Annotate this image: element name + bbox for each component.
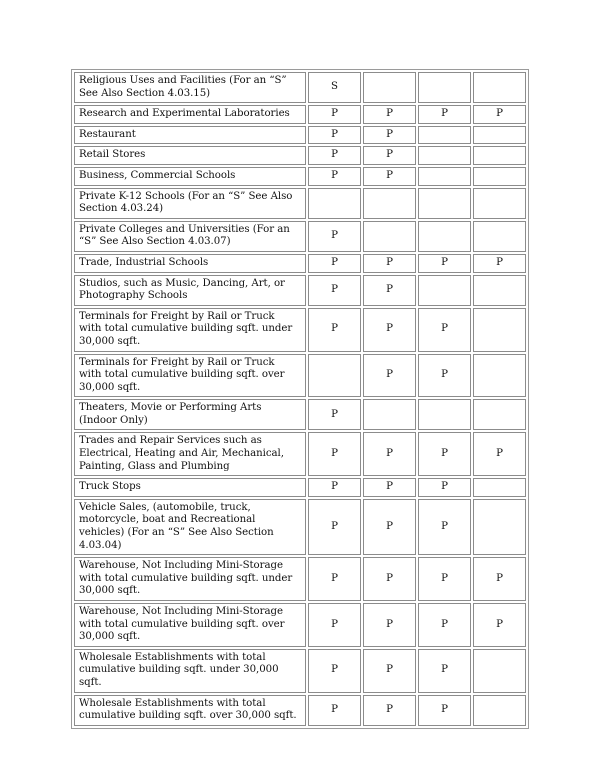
table-row <box>74 557 526 601</box>
district-cell: P <box>363 126 416 145</box>
use-cell: Warehouse, Not Including Mini-Storage with total cumulative building sqft. over 30,000 sqft. <box>74 603 306 647</box>
use-cell: Retail Stores <box>74 146 306 165</box>
district-cell <box>473 188 526 219</box>
district-cell <box>418 126 471 145</box>
district-cell: P <box>308 499 361 555</box>
table-row <box>74 146 526 165</box>
use-cell: Wholesale Establishments with total cumulative building sqft. under 30,000 sqft. <box>74 649 306 693</box>
district-cell <box>473 72 526 103</box>
table-row <box>74 399 526 430</box>
district-cell <box>473 167 526 186</box>
district-cell <box>473 478 526 497</box>
district-cell: P <box>363 649 416 693</box>
district-cell: P <box>308 275 361 306</box>
district-cell: P <box>308 478 361 497</box>
district-cell: P <box>308 221 361 252</box>
district-cell <box>363 188 416 219</box>
district-cell <box>473 499 526 555</box>
use-cell: Religious Uses and Facilities (For an “S” See Also Section 4.03.15) <box>74 72 306 103</box>
district-cell <box>418 146 471 165</box>
table-row <box>74 649 526 693</box>
district-cell: P <box>363 105 416 124</box>
use-cell: Research and Experimental Laboratories <box>74 105 306 124</box>
district-cell: P <box>363 695 416 726</box>
district-cell: P <box>363 275 416 306</box>
district-cell: P <box>363 432 416 476</box>
district-cell: P <box>418 308 471 352</box>
district-cell: P <box>363 167 416 186</box>
district-cell: P <box>308 146 361 165</box>
use-cell: Restaurant <box>74 126 306 145</box>
district-cell: P <box>363 354 416 398</box>
district-cell: P <box>473 603 526 647</box>
district-cell: P <box>418 499 471 555</box>
district-cell: P <box>418 649 471 693</box>
district-cell: P <box>473 254 526 273</box>
table-row <box>74 221 526 252</box>
use-cell: Truck Stops <box>74 478 306 497</box>
table-row <box>74 126 526 145</box>
district-cell: P <box>363 499 416 555</box>
use-cell: Trades and Repair Services such as Electrical, Heating and Air, Mechanical, Painting, Glass and Plumbing <box>74 432 306 476</box>
district-cell: P <box>308 603 361 647</box>
district-cell: P <box>418 557 471 601</box>
district-cell <box>418 221 471 252</box>
table-row <box>74 695 526 726</box>
district-cell: P <box>418 478 471 497</box>
district-cell: P <box>308 167 361 186</box>
district-cell: P <box>308 126 361 145</box>
district-cell: P <box>363 603 416 647</box>
district-cell: P <box>473 105 526 124</box>
use-cell: Theaters, Movie or Performing Arts (Indoor Only) <box>74 399 306 430</box>
use-cell: Terminals for Freight by Rail or Truck with total cumulative building sqft. over 30,000 sqft. <box>74 354 306 398</box>
table-row <box>74 354 526 398</box>
district-cell <box>418 399 471 430</box>
table-row <box>74 478 526 497</box>
district-cell <box>308 354 361 398</box>
district-cell <box>418 167 471 186</box>
district-cell <box>418 188 471 219</box>
use-cell: Wholesale Establishments with total cumulative building sqft. over 30,000 sqft. <box>74 695 306 726</box>
table-row <box>74 72 526 103</box>
district-cell: P <box>308 649 361 693</box>
use-cell: Warehouse, Not Including Mini-Storage with total cumulative building sqft. under 30,000 sqft. <box>74 557 306 601</box>
district-cell <box>473 399 526 430</box>
table-row <box>74 188 526 219</box>
district-cell <box>473 308 526 352</box>
district-cell: P <box>418 254 471 273</box>
table-row <box>74 105 526 124</box>
district-cell: P <box>418 695 471 726</box>
table-row <box>74 308 526 352</box>
table-row <box>74 275 526 306</box>
district-cell: P <box>308 399 361 430</box>
district-cell: P <box>418 105 471 124</box>
district-cell: P <box>363 557 416 601</box>
table-row <box>74 603 526 647</box>
district-cell <box>473 695 526 726</box>
district-cell: P <box>363 146 416 165</box>
district-cell <box>473 146 526 165</box>
use-cell: Terminals for Freight by Rail or Truck with total cumulative building sqft. under 30,000 sqft. <box>74 308 306 352</box>
district-cell <box>473 649 526 693</box>
district-cell <box>418 72 471 103</box>
district-cell: P <box>363 478 416 497</box>
district-cell: P <box>308 557 361 601</box>
use-cell: Studios, such as Music, Dancing, Art, or Photography Schools <box>74 275 306 306</box>
district-cell: P <box>473 432 526 476</box>
district-cell: P <box>308 254 361 273</box>
table-row <box>74 499 526 555</box>
district-cell: P <box>418 432 471 476</box>
district-cell <box>308 188 361 219</box>
district-cell <box>363 221 416 252</box>
table-row <box>74 167 526 186</box>
district-cell <box>473 275 526 306</box>
district-cell <box>473 126 526 145</box>
district-cell: P <box>473 557 526 601</box>
district-cell <box>363 399 416 430</box>
use-cell: Trade, Industrial Schools <box>74 254 306 273</box>
table-row <box>74 432 526 476</box>
district-cell <box>473 221 526 252</box>
district-cell: P <box>418 354 471 398</box>
use-cell: Business, Commercial Schools <box>74 167 306 186</box>
district-cell <box>363 72 416 103</box>
use-cell: Private Colleges and Universities (For an “S” See Also Section 4.03.07) <box>74 221 306 252</box>
district-cell: P <box>363 308 416 352</box>
district-cell <box>473 354 526 398</box>
district-cell: P <box>308 432 361 476</box>
use-cell: Vehicle Sales, (automobile, truck, motorcycle, boat and Recreational vehicles) (For an “S” See Also Section 4.03.04) <box>74 499 306 555</box>
use-cell: Private K-12 Schools (For an “S” See Also Section 4.03.24) <box>74 188 306 219</box>
district-cell <box>418 275 471 306</box>
table-row <box>74 254 526 273</box>
district-cell: S <box>308 72 361 103</box>
district-cell: P <box>308 308 361 352</box>
land-use-table-body <box>74 72 526 726</box>
district-cell: P <box>363 254 416 273</box>
district-cell: P <box>308 105 361 124</box>
district-cell: P <box>308 695 361 726</box>
district-cell: P <box>418 603 471 647</box>
land-use-table <box>71 69 529 729</box>
